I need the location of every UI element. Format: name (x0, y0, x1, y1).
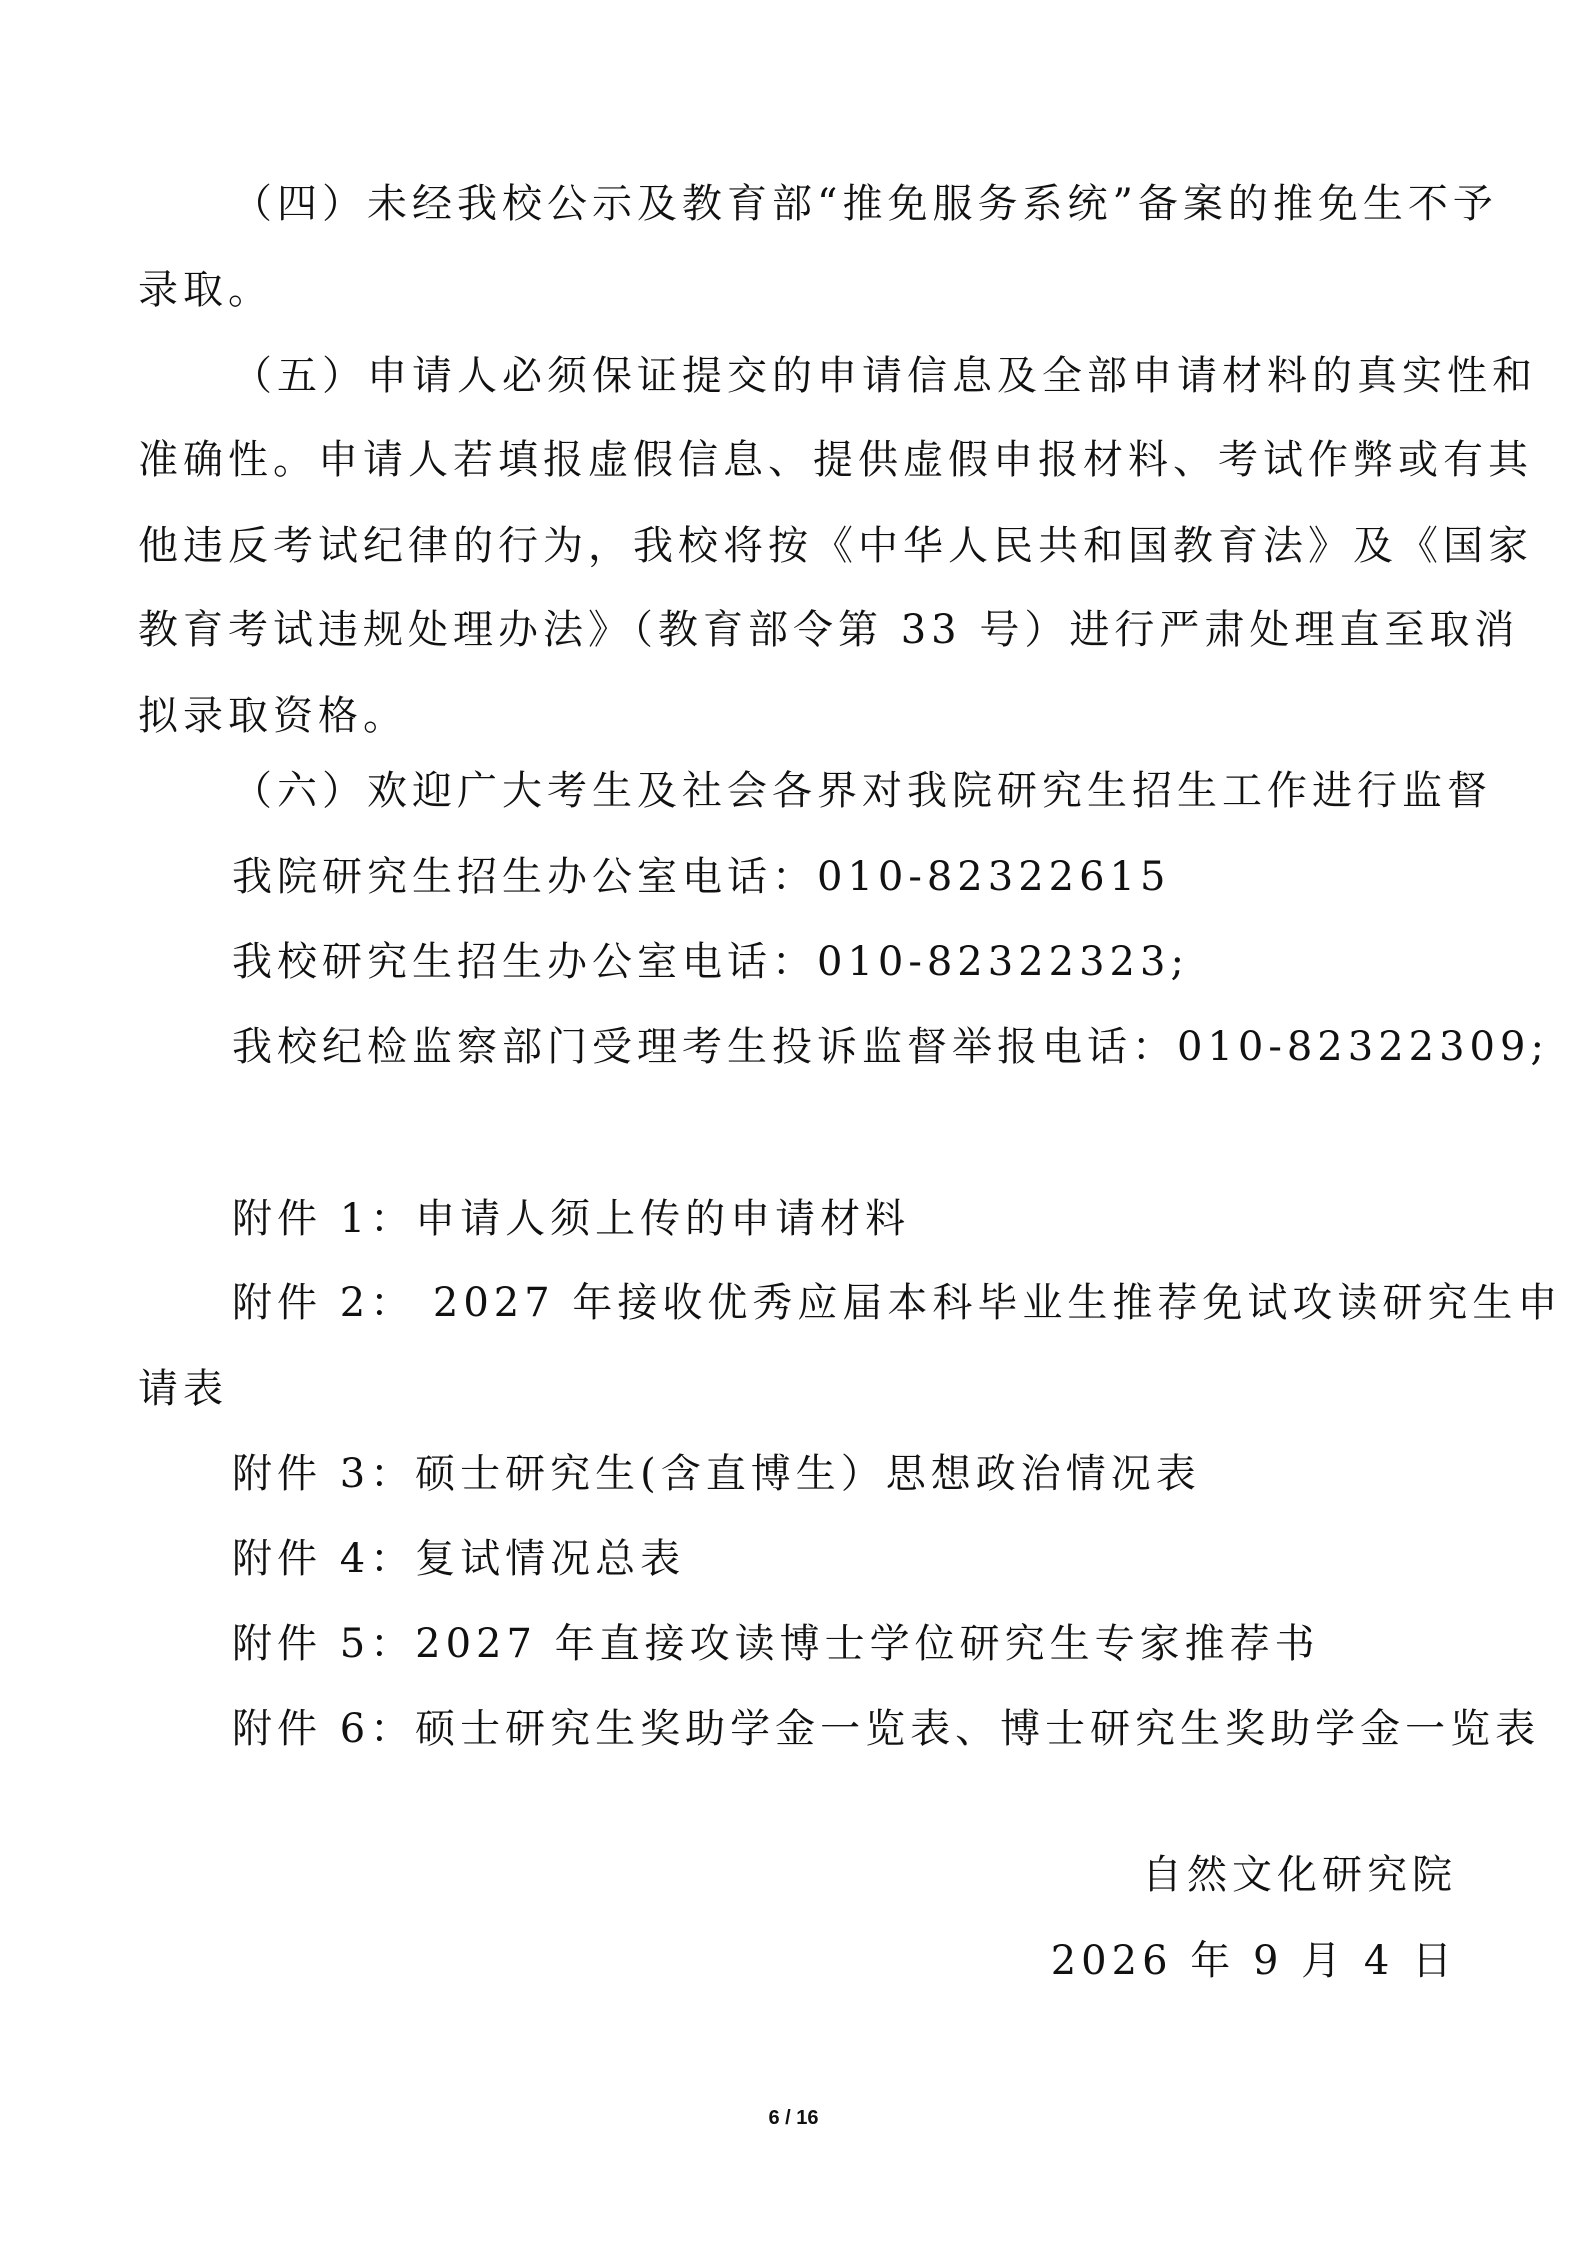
paragraph-5-line-3: 他违反考试纪律的行为，我校将按《中华人民共和国教育法》及《国家 (138, 523, 1533, 569)
attachment-4: 附件 4：复试情况总表 (232, 1536, 686, 1582)
phone-institute-office: 我院研究生招生办公室电话：010-82322615 (232, 854, 1171, 900)
attachment-5: 附件 5：2027 年直接攻读博士学位研究生专家推荐书 (232, 1621, 1320, 1667)
phone-discipline-office: 我校纪检监察部门受理考生投诉监督举报电话：010-82322309; (232, 1024, 1549, 1070)
paragraph-4-line-2: 录取。 (138, 267, 273, 313)
phone-school-office: 我校研究生招生办公室电话：010-82322323; (232, 939, 1189, 985)
paragraph-5-line-4: 教育考试违规处理办法》（教育部令第 33 号）进行严肃处理直至取消 (138, 607, 1520, 653)
paragraph-4-line-1: （四）未经我校公示及教育部“推免服务系统”备案的推免生不予 (232, 181, 1498, 227)
attachment-2-line-1: 附件 2： 2027 年接收优秀应届本科毕业生推荐免试攻读研究生申 (232, 1280, 1563, 1326)
signature-organization: 自然文化研究院 (1142, 1852, 1457, 1898)
paragraph-6-line-1: （六）欢迎广大考生及社会各界对我院研究生招生工作进行监督 (232, 768, 1492, 814)
signature-date: 2026 年 9 月 4 日 (1050, 1938, 1457, 1984)
attachment-1: 附件 1：申请人须上传的申请材料 (232, 1196, 911, 1242)
paragraph-5-line-1: （五）申请人必须保证提交的申请信息及全部申请材料的真实性和 (232, 353, 1537, 399)
attachment-6: 附件 6：硕士研究生奖助学金一览表、博士研究生奖助学金一览表 (232, 1706, 1541, 1752)
paragraph-5-line-5: 拟录取资格。 (138, 693, 408, 739)
page-number: 6 / 16 (768, 2107, 819, 2129)
paragraph-5-line-2: 准确性。申请人若填报虚假信息、提供虚假申报材料、考试作弊或有其 (138, 437, 1533, 483)
attachment-2-line-2: 请表 (138, 1366, 228, 1412)
attachment-3: 附件 3：硕士研究生(含直博生）思想政治情况表 (232, 1451, 1201, 1497)
